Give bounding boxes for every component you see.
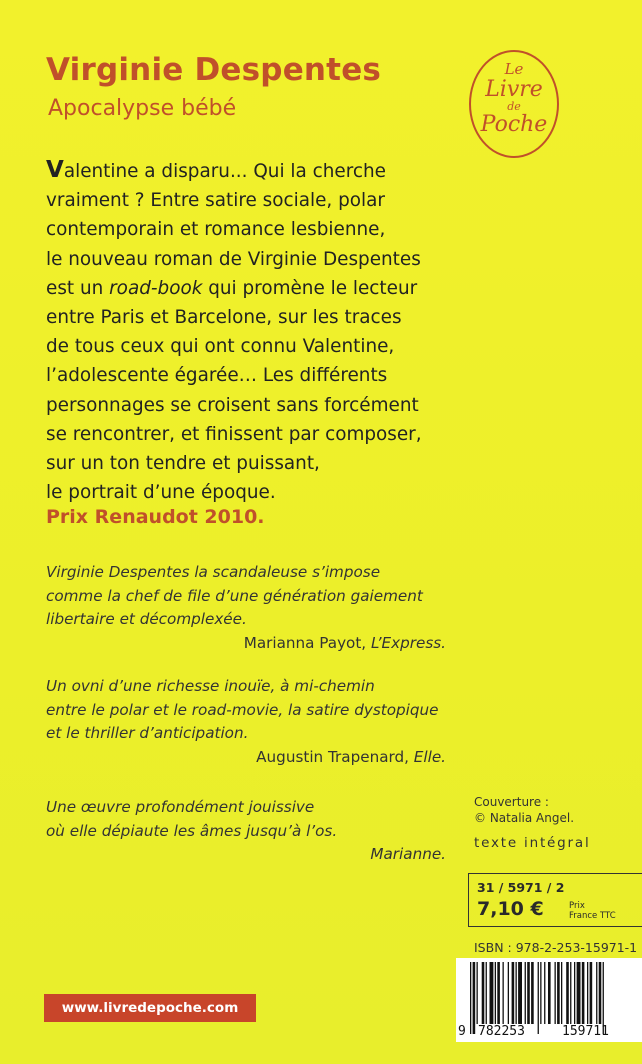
barcode-bar xyxy=(574,962,575,1024)
quote-line: Une œuvre profondément jouissive xyxy=(46,798,315,816)
synopsis-line: l’adolescente égarée… Les différents xyxy=(46,365,388,387)
barcode-bar xyxy=(516,962,517,1024)
barcode-bar xyxy=(538,962,539,1034)
price-amount: 7,10 € xyxy=(477,898,544,920)
logo-text-de: de xyxy=(507,100,521,113)
barcode-bar xyxy=(582,962,585,1024)
synopsis-line: contemporain et romance lesbienne, xyxy=(46,219,386,241)
quote-line: Virginie Despentes la scandaleuse s’impose xyxy=(46,563,381,581)
cover-credit-name: © Natalia Angel. xyxy=(474,811,575,825)
barcode-bar xyxy=(486,962,487,1024)
barcode-bar xyxy=(596,962,597,1024)
barcode-digits-right: 159711 xyxy=(562,1024,609,1039)
review-quote xyxy=(46,675,446,769)
website-link[interactable]: www.livredepoche.com xyxy=(44,994,256,1022)
barcode-bar xyxy=(548,962,551,1024)
barcode-bar xyxy=(512,962,515,1024)
catalog-code: 31 / 5971 / 2 xyxy=(477,880,565,895)
prize-line: Prix Renaudot 2010. xyxy=(46,506,265,528)
author-name: Virginie Despentes xyxy=(46,52,382,88)
barcode-bar xyxy=(587,962,588,1024)
logo-text-poche: Poche xyxy=(480,112,548,137)
barcode-bar xyxy=(525,962,526,1024)
barcode-bar xyxy=(477,962,478,1024)
barcode-bar xyxy=(518,962,522,1024)
barcode-bar xyxy=(495,962,496,1024)
cover-credit xyxy=(474,794,574,826)
barcode-bar xyxy=(540,962,541,1024)
review-quote xyxy=(46,561,446,655)
synopsis-line: personnages se croisent sans forcément xyxy=(46,394,419,416)
barcode-bar xyxy=(544,962,545,1024)
synopsis-line: est un road-book qui promène le lecteur xyxy=(46,277,418,299)
synopsis-line: sur un ton tendre et puissant, xyxy=(46,453,320,475)
barcode xyxy=(456,958,642,1042)
synopsis-line: se rencontrer, et finissent par composer, xyxy=(46,423,422,445)
barcode-bar xyxy=(561,962,562,1024)
synopsis xyxy=(46,156,446,507)
barcode-digits-left: 782253 xyxy=(478,1024,525,1039)
barcode-bar xyxy=(473,962,476,1034)
cover-credit-label: Couverture : xyxy=(474,795,549,809)
edition-note: texte intégral xyxy=(474,835,591,851)
quote-source: Marianne. xyxy=(370,845,446,863)
quote-line: entre le polar et le road-movie, la satire dystopique xyxy=(46,700,439,719)
livre-de-poche-logo xyxy=(469,50,559,158)
barcode-bar xyxy=(470,962,471,1034)
barcode-bar xyxy=(599,962,602,1024)
barcode-bar xyxy=(482,962,485,1024)
drop-cap: V xyxy=(46,157,64,183)
barcode-bar xyxy=(497,962,500,1024)
review-quote xyxy=(46,796,446,867)
price-box xyxy=(468,873,642,927)
barcode-bar xyxy=(557,962,560,1024)
barcode-bar xyxy=(527,962,530,1024)
quote-line: comme la chef de file d’une génération gaiement xyxy=(46,586,423,605)
barcode-bar xyxy=(555,962,556,1024)
synopsis-line: vraiment ? Entre satire sociale, polar xyxy=(46,190,385,212)
logo-text-livre: Livre xyxy=(485,77,543,102)
isbn-number: ISBN : 978-2-253-15971-1 xyxy=(474,940,638,955)
quote-line: libertaire et décomplexée. xyxy=(46,610,247,628)
barcode-bar xyxy=(570,962,571,1024)
synopsis-line: le portrait d’une époque. xyxy=(46,482,276,504)
price-label: Prix xyxy=(569,901,585,911)
quote-source: Augustin Trapenard, Elle. xyxy=(256,747,446,766)
barcode-bar xyxy=(566,962,569,1024)
barcode-bar xyxy=(508,962,509,1024)
synopsis-line: Valentine a disparu... Qui la cherche xyxy=(46,157,386,183)
barcode-bar xyxy=(490,962,494,1024)
price-label-region: France TTC xyxy=(569,911,616,921)
quote-line: où elle dépiaute les âmes jusqu’à l’os. xyxy=(46,821,338,840)
synopsis-line: de tous ceux qui ont connu Valentine, xyxy=(46,336,395,358)
barcode-digit-first: 9 xyxy=(458,1024,466,1039)
barcode-bar xyxy=(577,962,581,1024)
quote-line: et le thriller d’anticipation. xyxy=(46,724,249,742)
barcode-bar xyxy=(590,962,593,1024)
road-book-term: road-book xyxy=(109,277,203,299)
synopsis-line: entre Paris et Barcelone, sur les traces xyxy=(46,307,402,329)
quote-line: Un ovni d’une richesse inouïe, à mi-chemin xyxy=(46,677,375,695)
book-title: Apocalypse bébé xyxy=(48,96,237,121)
barcode-bar xyxy=(503,962,504,1024)
synopsis-line: le nouveau roman de Virginie Despentes xyxy=(46,248,421,270)
quote-source: Marianna Payot, L’Express. xyxy=(243,633,446,652)
logo-text-le: Le xyxy=(504,60,524,78)
barcode-bar xyxy=(531,962,534,1024)
